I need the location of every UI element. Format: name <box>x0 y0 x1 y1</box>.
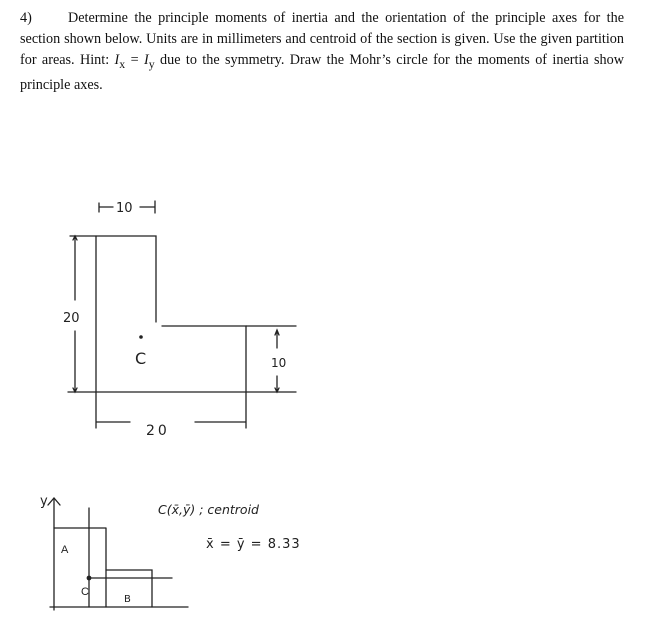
centroid-note: C(x̄,ȳ) ; centroid <box>158 502 259 517</box>
centroid-value-note: x̄ = ȳ = 8.33 <box>206 537 301 552</box>
centroid-dot <box>139 335 143 339</box>
partition-region-c-label: C <box>81 586 89 598</box>
bottom-dimension-line <box>96 392 246 428</box>
partition-y-axis <box>48 498 60 610</box>
dim-bottom-label: 20 <box>146 423 170 439</box>
partition-axis-y-label: y <box>40 494 48 509</box>
dim-left-label: 20 <box>63 311 80 326</box>
hint-iy: I <box>143 52 149 68</box>
hint-ix: I <box>114 52 120 68</box>
problem-text-part2: due to the symmetry. Draw the Mohr’s circle for the moments of inertia show principle axes. <box>20 52 624 93</box>
partition-region-a <box>54 528 106 607</box>
hint-ix-sub: x <box>119 56 126 71</box>
hint-equals: = <box>125 52 144 68</box>
dim-top-label: 10 <box>116 201 133 216</box>
l-section-outline <box>96 236 246 392</box>
problem-text-part1: Determine the principle moments of inertia and the orientation of the principle axes for the section shown below. Units are in millimeters and centroid of the section is given. Use the given partition for areas. Hint: <box>20 10 624 68</box>
partition-region-b-label: B <box>124 594 131 605</box>
centroid-label: C <box>135 349 147 368</box>
partition-region-a-label: A <box>61 544 69 556</box>
dim-right-label: 10 <box>271 356 287 370</box>
problem-number: 4) <box>20 10 32 26</box>
partition-centroid-dot <box>87 576 92 581</box>
hint-iy-sub: y <box>148 56 155 71</box>
